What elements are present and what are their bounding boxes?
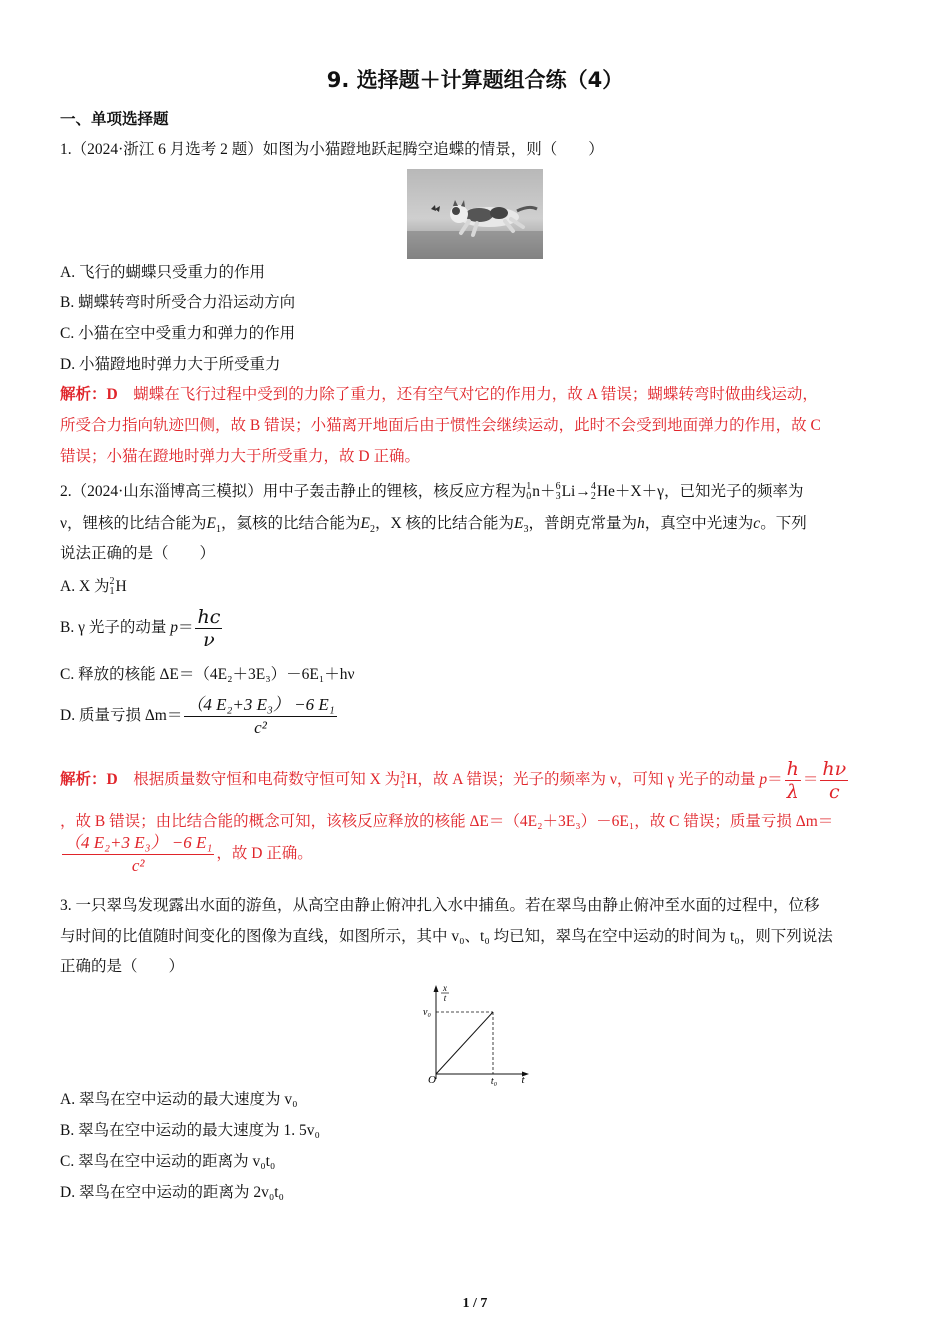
fraction-denominator: c²	[131, 856, 145, 875]
section-heading: 一、单项选择题	[60, 110, 169, 128]
q2-analysis-line3	[60, 832, 313, 877]
graph-y-label-top: x	[443, 983, 447, 993]
fraction-mass-defect	[184, 694, 336, 739]
fraction-numerator: （4 E₂+3 E₃） −6 E₁	[62, 832, 214, 855]
graph-origin: O	[428, 1074, 436, 1086]
graph-y-label-bottom: t	[443, 993, 447, 1003]
analysis-label: 解析：	[60, 386, 107, 403]
q1-answer: D	[106, 386, 118, 403]
q2-answer: D	[106, 771, 118, 789]
fraction-hc-over-nu	[195, 606, 222, 651]
fraction-h-nu-over-c: $\frac{h\nu}{c}$	[822, 758, 847, 803]
q2-stem-line2: ν，锂核的比结合能为$E_1$，氦核的比结合能为$E_2$，X 核的比结合能为$E_3$，普朗克常量为h，真空中光速为c。下列	[60, 515, 807, 536]
graph-v0-tick: v₀	[423, 1007, 431, 1018]
q1-analysis-line1	[60, 384, 818, 406]
q2-option-a: A. X 为 2 1 H	[60, 576, 127, 598]
q2-text: 。下列	[760, 515, 807, 532]
q2-stem-line1: 2.（2024·山东淄博高三模拟）用中子轰击静止的锂核，核反应方程为 1 0 n＋ 6 3 Li→ 4 2 He＋X＋γ，已知光子的频率为	[60, 481, 804, 503]
q2-analysis-text: ，故 D 正确。	[216, 845, 313, 863]
q2-text: ，X 核的比结合能为	[374, 515, 515, 532]
q2-analysis-text: 根据质量数守恒和电荷数守恒可知 X 为	[133, 771, 401, 789]
q2-option-a-text: A. X 为	[60, 578, 110, 595]
q2-text: ，氦核的比结合能为	[220, 515, 361, 532]
q3-option-c: C. 翠鸟在空中运动的距离为 v₀t₀	[60, 1153, 276, 1170]
fraction-denominator: ν	[203, 629, 215, 651]
q2-option-c: C. 释放的核能 ΔE＝（4E₂＋3E₃）－6E₁＋hν	[60, 666, 355, 683]
q1-analysis-line2: 所受合力指向轨迹凹侧，故 B 错误；小猫离开地面后由于惯性会继续运动，此时不会受到地面弹力的作用，故 C	[60, 417, 821, 434]
fraction-denominator: c²	[254, 718, 267, 737]
q2-option-d	[60, 694, 339, 739]
q2-stem-a: 2.（2024·山东淄博高三模拟）用中子轰击静止的锂核，核反应方程为	[60, 483, 527, 500]
q3-stem-line1: 3. 一只翠鸟发现露出水面的游鱼，从高空由静止俯冲扎入水中捕鱼。若在翠鸟由静止俯冲至水面的过程中，位移	[60, 897, 820, 914]
q3-stem-line2: 与时间的比值随时间变化的图像为直线，如图所示，其中 v₀、t₀ 均已知，翠鸟在空中运动的时间为 t₀，则下列说法	[60, 928, 833, 945]
q1-option-b: B. 蝴蝶转弯时所受合力沿运动方向	[60, 294, 296, 311]
page-title: 9. 选择题＋计算题组合练（4）	[326, 68, 624, 92]
page-number: 1 / 7	[462, 1296, 488, 1311]
q2-stem-line3: 说法正确的是（ ）	[60, 545, 216, 562]
fraction-mass-defect-analysis	[62, 832, 214, 877]
q2-option-b: B. γ 光子的动量 p＝ $\frac{hc}{\nu}$	[60, 606, 221, 651]
q2-option-d-text: D. 质量亏损 Δm＝	[60, 707, 183, 725]
graph-x-label: t	[521, 1074, 525, 1086]
q1-analysis-text: 蝴蝶在飞行过程中受到的力除了重力，还有空气对它的作用力，故 A 错误；蝴蝶转弯时做曲线运动，	[133, 386, 818, 403]
q1-stem: 1.（2024·浙江 6 月选考 2 题）如图为小猫蹬地跃起腾空追蝶的情景，则（ ）	[60, 141, 604, 158]
q3-stem-line3: 正确的是（ ）	[60, 958, 185, 975]
q2-option-b-text: B. γ 光子的动量	[60, 619, 167, 637]
q3-option-d: D. 翠鸟在空中运动的距离为 2v₀t₀	[60, 1184, 284, 1201]
fraction-h-over-lambda: $\frac{h}{\lambda}$	[786, 758, 799, 803]
q3-option-a: A. 翠鸟在空中运动的最大速度为 v₀	[60, 1091, 298, 1108]
q1-analysis-line3: 错误；小猫在蹬地时弹力大于所受重力，故 D 正确。	[60, 448, 420, 465]
fraction-numerator: （4 E₂+3 E₃） −6 E₁	[184, 694, 336, 717]
graph-t0-tick: t₀	[490, 1076, 498, 1087]
q3-option-b: B. 翠鸟在空中运动的最大速度为 1. 5v₀	[60, 1122, 320, 1139]
q2-analysis-text: H，故 A 错误；光子的频率为 ν，可知 γ 光子的动量	[406, 771, 756, 789]
q1-option-d: D. 小猫蹬地时弹力大于所受重力	[60, 356, 281, 373]
analysis-label: 解析：	[60, 771, 107, 789]
q1-option-c: C. 小猫在空中受重力和弹力的作用	[60, 325, 296, 342]
fraction-numerator: hc	[197, 606, 221, 628]
q1-option-a: A. 飞行的蝴蝶只受重力的作用	[60, 264, 265, 281]
q2-stem-b: He＋X＋γ，已知光子的频率为	[596, 483, 804, 500]
cat-butterfly-photo	[407, 169, 543, 259]
q2-analysis-line2: ，故 B 错误；由比结合能的概念可知，该核反应释放的核能 ΔE＝（4E₂＋3E₃）－6E₁，故 C 错误；质量亏损 Δm＝	[60, 813, 834, 830]
x-over-t-graph	[415, 983, 535, 1089]
q2-analysis-line1: 解析：D 根据质量数守恒和电荷数守恒可知 X 为 3 1 H，故 A 错误；光子的频率为 ν，可知 γ 光子的动量 p＝ $\frac{h}{\lambda}$ ＝ $\frac{h\nu}{c}$	[60, 758, 847, 803]
q2-text: ，真空中光速为	[644, 515, 754, 532]
q2-text: ν，锂核的比结合能为	[60, 515, 207, 532]
q2-text: ，普朗克常量为	[528, 515, 638, 532]
